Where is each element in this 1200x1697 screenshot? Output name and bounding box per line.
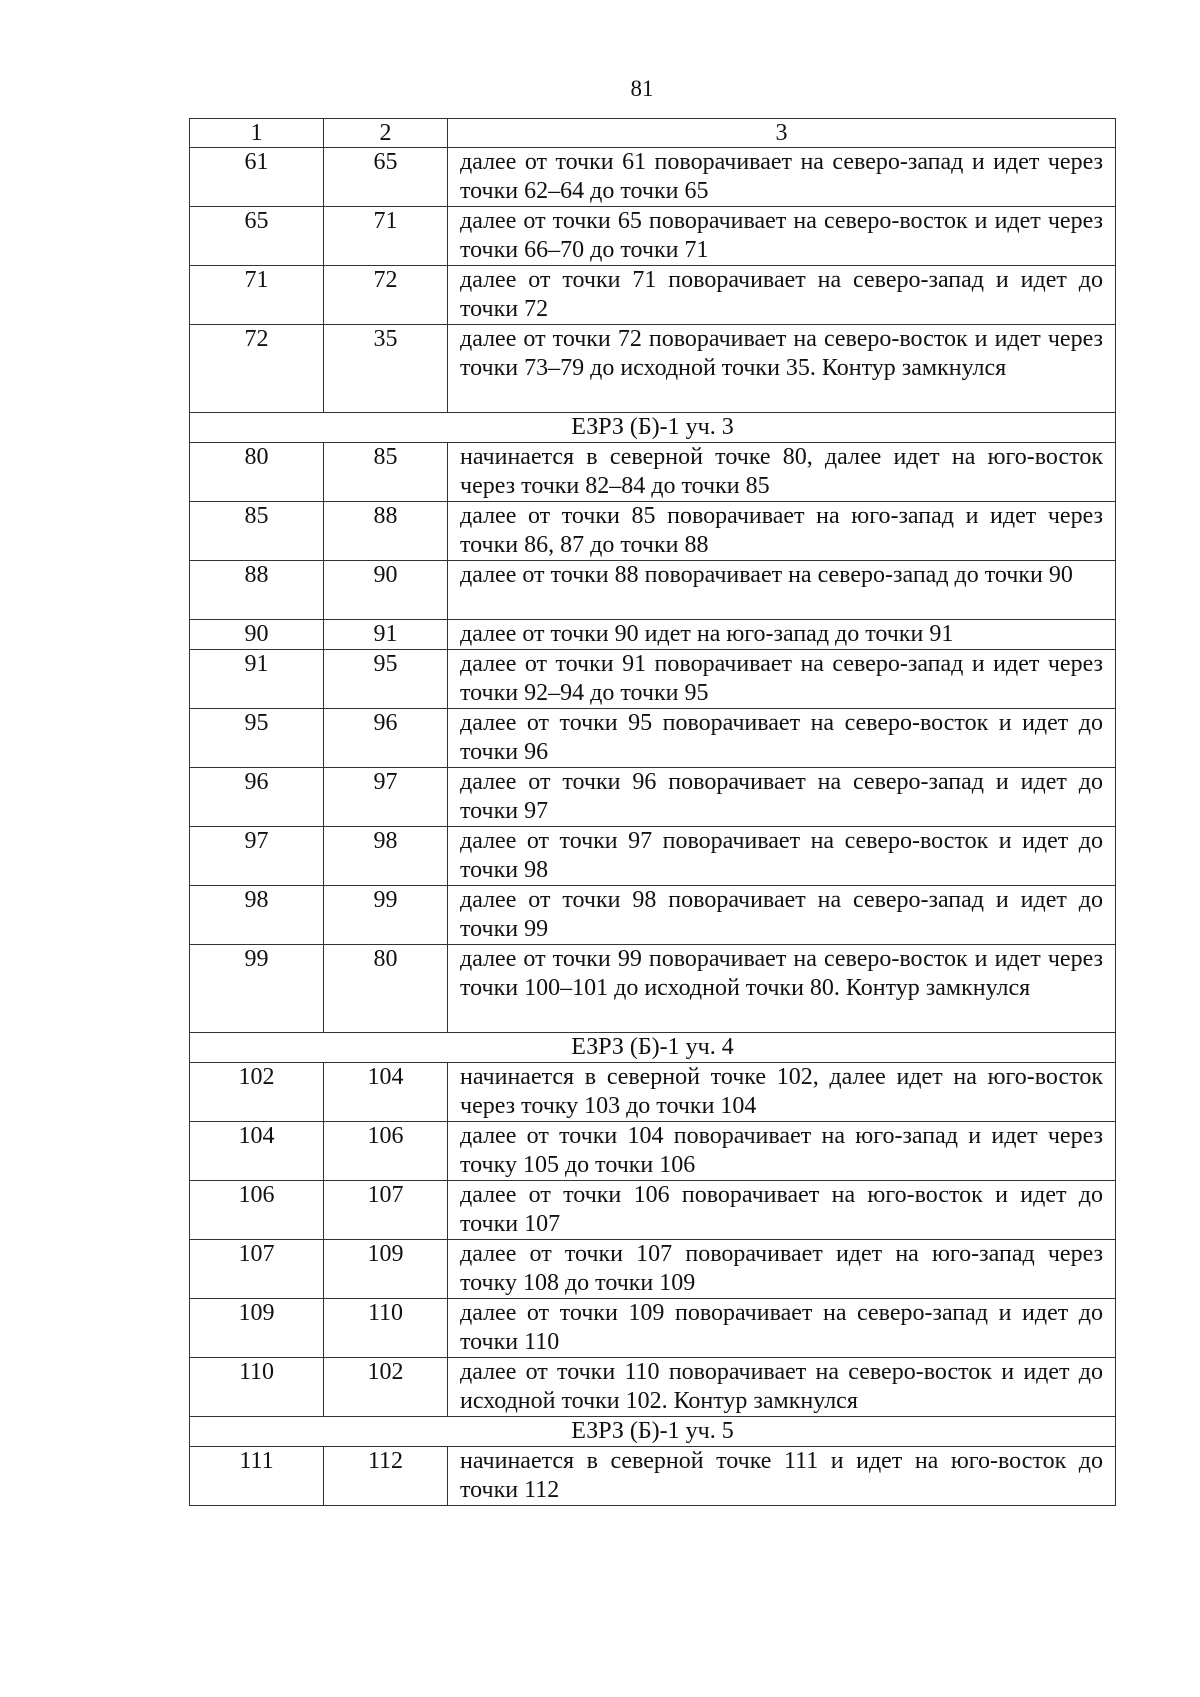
to-point-cell: 104	[324, 1063, 448, 1122]
to-point-cell: 80	[324, 945, 448, 1033]
description-cell: далее от точки 96 поворачивает на северо-запад и идет до точки 97	[448, 768, 1116, 827]
table-row	[190, 1181, 1116, 1240]
to-point-cell: 88	[324, 502, 448, 561]
description-cell: начинается в северной точке 102, далее идет на юго-восток через точку 103 до точки 104	[448, 1063, 1116, 1122]
from-point-cell: 111	[190, 1447, 324, 1506]
from-point-cell: 85	[190, 502, 324, 561]
description-cell: далее от точки 109 поворачивает на северо-запад и идет до точки 110	[448, 1299, 1116, 1358]
to-point-cell: 90	[324, 561, 448, 620]
table-row	[190, 148, 1116, 207]
description-cell: далее от точки 61 поворачивает на северо-запад и идет через точки 62–64 до точки 65	[448, 148, 1116, 207]
from-point-cell: 95	[190, 709, 324, 768]
table-row	[190, 620, 1116, 650]
section-header-row	[190, 413, 1116, 443]
table-row	[190, 827, 1116, 886]
to-point-cell: 102	[324, 1358, 448, 1417]
table-row	[190, 1122, 1116, 1181]
from-point-cell: 65	[190, 207, 324, 266]
section-title: ЕЗРЗ (Б)-1 уч. 4	[190, 1033, 1116, 1063]
from-point-cell: 72	[190, 325, 324, 413]
column-header-description: 3	[448, 119, 1116, 148]
to-point-cell: 95	[324, 650, 448, 709]
section-title: ЕЗРЗ (Б)-1 уч. 3	[190, 413, 1116, 443]
from-point-cell: 96	[190, 768, 324, 827]
to-point-cell: 96	[324, 709, 448, 768]
table-row	[190, 709, 1116, 768]
description-cell: далее от точки 90 идет на юго-запад до точки 91	[448, 620, 1116, 650]
description-cell: начинается в северной точке 80, далее идет на юго-восток через точки 82–84 до точки 85	[448, 443, 1116, 502]
from-point-cell: 91	[190, 650, 324, 709]
from-point-cell: 90	[190, 620, 324, 650]
to-point-cell: 72	[324, 266, 448, 325]
to-point-cell: 98	[324, 827, 448, 886]
table-row	[190, 207, 1116, 266]
table-row	[190, 886, 1116, 945]
to-point-cell: 35	[324, 325, 448, 413]
to-point-cell: 107	[324, 1181, 448, 1240]
from-point-cell: 97	[190, 827, 324, 886]
to-point-cell: 112	[324, 1447, 448, 1506]
description-cell: далее от точки 98 поворачивает на северо-запад и идет до точки 99	[448, 886, 1116, 945]
table-row	[190, 502, 1116, 561]
to-point-cell: 85	[324, 443, 448, 502]
page-number: 81	[630, 76, 654, 101]
column-header-to-point: 2	[324, 119, 448, 148]
boundary-description-table	[189, 118, 1116, 1506]
from-point-cell: 88	[190, 561, 324, 620]
table-row	[190, 266, 1116, 325]
table-row	[190, 1358, 1116, 1417]
from-point-cell: 71	[190, 266, 324, 325]
from-point-cell: 80	[190, 443, 324, 502]
description-cell: далее от точки 88 поворачивает на северо-запад до точки 90	[448, 561, 1116, 620]
to-point-cell: 109	[324, 1240, 448, 1299]
description-cell: далее от точки 104 поворачивает на юго-запад и идет через точку 105 до точки 106	[448, 1122, 1116, 1181]
table-row	[190, 1299, 1116, 1358]
table-row	[190, 1447, 1116, 1506]
description-cell: далее от точки 65 поворачивает на северо-восток и идет через точки 66–70 до точки 71	[448, 207, 1116, 266]
table-body	[190, 148, 1116, 1506]
to-point-cell: 97	[324, 768, 448, 827]
description-cell: далее от точки 91 поворачивает на северо-запад и идет через точки 92–94 до точки 95	[448, 650, 1116, 709]
description-cell: далее от точки 107 поворачивает идет на юго-запад через точку 108 до точки 109	[448, 1240, 1116, 1299]
table-header-row	[190, 119, 1116, 148]
from-point-cell: 109	[190, 1299, 324, 1358]
description-cell: далее от точки 99 поворачивает на северо-восток и идет через точки 100–101 до исходной точки 80. Контур замкнулся	[448, 945, 1116, 1033]
from-point-cell: 107	[190, 1240, 324, 1299]
to-point-cell: 110	[324, 1299, 448, 1358]
column-header-from-point: 1	[190, 119, 324, 148]
table-row	[190, 768, 1116, 827]
description-cell: далее от точки 72 поворачивает на северо-восток и идет через точки 73–79 до исходной точки 35. Контур замкнулся	[448, 325, 1116, 413]
table-row	[190, 1063, 1116, 1122]
description-cell: далее от точки 71 поворачивает на северо-запад и идет до точки 72	[448, 266, 1116, 325]
table-row	[190, 325, 1116, 413]
from-point-cell: 99	[190, 945, 324, 1033]
to-point-cell: 65	[324, 148, 448, 207]
section-header-row	[190, 1417, 1116, 1447]
section-header-row	[190, 1033, 1116, 1063]
from-point-cell: 98	[190, 886, 324, 945]
table-row	[190, 1240, 1116, 1299]
to-point-cell: 71	[324, 207, 448, 266]
from-point-cell: 104	[190, 1122, 324, 1181]
description-cell: начинается в северной точке 111 и идет на юго-восток до точки 112	[448, 1447, 1116, 1506]
table-row	[190, 945, 1116, 1033]
from-point-cell: 61	[190, 148, 324, 207]
description-cell: далее от точки 85 поворачивает на юго-запад и идет через точки 86, 87 до точки 88	[448, 502, 1116, 561]
table-row	[190, 650, 1116, 709]
description-cell: далее от точки 95 поворачивает на северо-восток и идет до точки 96	[448, 709, 1116, 768]
to-point-cell: 106	[324, 1122, 448, 1181]
table-row	[190, 443, 1116, 502]
description-cell: далее от точки 110 поворачивает на северо-восток и идет до исходной точки 102. Контур замкнулся	[448, 1358, 1116, 1417]
description-cell: далее от точки 106 поворачивает на юго-восток и идет до точки 107	[448, 1181, 1116, 1240]
to-point-cell: 99	[324, 886, 448, 945]
description-cell: далее от точки 97 поворачивает на северо-восток и идет до точки 98	[448, 827, 1116, 886]
section-title: ЕЗРЗ (Б)-1 уч. 5	[190, 1417, 1116, 1447]
to-point-cell: 91	[324, 620, 448, 650]
from-point-cell: 110	[190, 1358, 324, 1417]
from-point-cell: 106	[190, 1181, 324, 1240]
from-point-cell: 102	[190, 1063, 324, 1122]
table-row	[190, 561, 1116, 620]
